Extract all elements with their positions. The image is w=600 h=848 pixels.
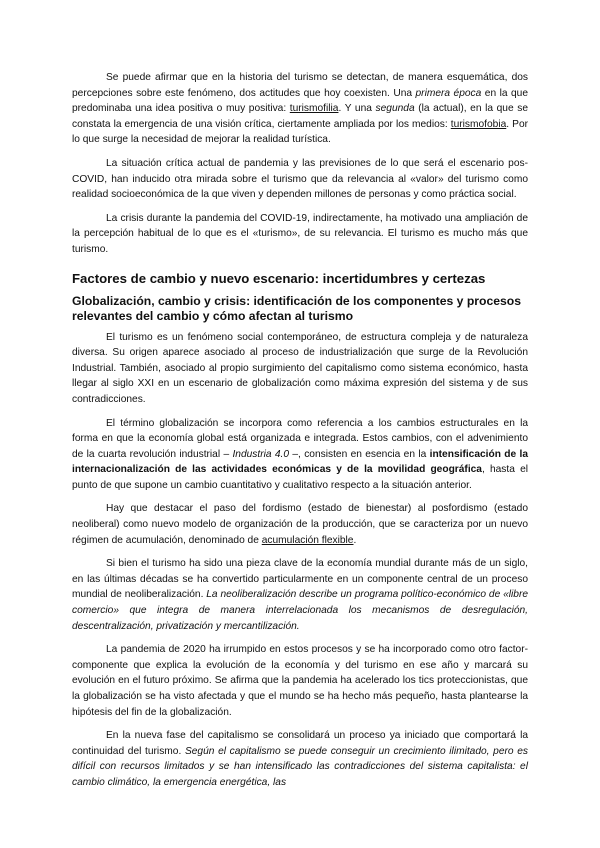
paragraph-fenomeno-social: El turismo es un fenómeno social contemporáneo, de estructura compleja y de naturaleza diversa. Su origen aparece asociado al proceso de industrialización que surge de la Revolución Industrial. También, asociado al propio surgimiento del capitalismo como sistema económico, hasta llegar al siglo XXI en un escenario de globalización como máxima expresión del sistema y de sus contradicciones. — [72, 331, 528, 405]
paragraph-fordismo: Hay que destacar el paso del fordismo (estado de bienestar) al posfordismo (estado neoliberal) como nuevo modelo de organización de la producción, que se caracteriza por un nuevo régimen de acumulación, denominado de acumulación flexible. — [72, 503, 528, 546]
paragraph-turismofilia: Se puede afirmar que en la historia del turismo se detectan, de manera esquemática, dos percepciones sobre este fenómeno, dos actitudes que hoy coexisten. Una primera época en la que predominaba una idea positiva o muy positiva: turismofilia. Y una segunda (la actual), en la que se constata la emergencia de una visión crítica, ciertamente ampliada por los medios: turismofobia. Por lo que surge la necesidad de mejorar la realidad turística. — [72, 72, 529, 146]
paragraph-nueva-fase: En la nueva fase del capitalismo se consolidará un proceso ya iniciado que comportará la continuidad del turismo. Según el capitalismo se puede conseguir un crecimiento ilimitado, pero es difícil con recursos limitados y se han intensificado las contradicciones del sistema capitalista: el cambio climático, la emergencia energética, las — [72, 730, 528, 788]
paragraph-pandemia-valor: La situación crítica actual de pandemia y las previsiones de lo que será el escenario pos-COVID, han inducido otra mirada sobre el turismo que da relevancia al «valor» del turismo como realidad socioeconómica de la que viven y dependen millones de personas y como práctica social. — [72, 157, 528, 201]
emphasis-segunda: segunda — [375, 103, 415, 115]
paragraph-crisis-covid: La crisis durante la pandemia del COVID-19, indirectamente, ha motivado una ampliación de la percepción habitual de lo que es el «turismo», de su relevancia. El turismo es mucho más que turismo. — [72, 212, 528, 255]
paragraph-neoliberalizacion: Si bien el turismo ha sido una pieza clave de la economía mundial durante más de un siglo, en las últimas décadas se ha convertido particularmente en un componente central de un proceso mundial de neoliberalización. La neoliberalización describe un programa político-económico de «libre comercio» que integra de manera interrelacionada los mecanismos de desregulación, descentralización, privatización y mercantilización. — [72, 558, 528, 632]
term-turismofobia: turismofobia — [450, 118, 507, 130]
emphasis-neoliberalizacion: La neoliberalización describe un programa político-económico de «libre comercio» que integra de manera interrelacionada los mecanismos de desregulación, descentralización, privatización y mercantilización. — [72, 589, 528, 632]
paragraph-globalizacion: El término globalización se incorpora como referencia a los cambios estructurales en la forma en que la economía global está organizada e integrada. Estos cambios, con el advenimiento de la cuarta revolución industrial – Industria 4.0 –, consisten en esencia en la intensificación de la internacionalización de las actividades económicas y de la movilidad geográfica, hasta el punto de que supone un cambio cuantitativo y cualitativo respecto a la situación anterior. — [72, 417, 528, 491]
subsection-heading: Globalización, cambio y crisis: identificación de los componentes y procesos relevantes del cambio y cómo afectan al turismo — [72, 293, 522, 323]
bold-intensificacion: intensificación de la internacionalización de las actividades económicas y de la movilidad geográfica — [72, 448, 528, 476]
emphasis-primera-epoca: primera época — [415, 87, 482, 99]
section-heading: Factores de cambio y nuevo escenario: incertidumbres y certezas — [72, 270, 486, 286]
paragraph-pandemia-2020: La pandemia de 2020 ha irrumpido en estos procesos y se ha incorporado como otro factor-componente que explica la evolución de la economía y del turismo en ese año y marcará su evolución en el futuro próximo. Se afirma que la pandemia ha acelerado los tics proteccionistas, que la globalización se ha visto afectada y que el mundo se ha hecho más pequeño, hasta plantearse la hipótesis del fin de la globalización. — [72, 644, 528, 718]
term-turismofilia: turismofilia — [289, 103, 339, 115]
document-page — [72, 70, 528, 799]
emphasis-industria-4: Industria 4.0 — [232, 448, 290, 460]
term-acumulacion-flexible: acumulación flexible — [261, 534, 354, 546]
emphasis-capitalismo: Según el capitalismo se puede conseguir un crecimiento ilimitado, pero es difícil con recursos limitados y se han intensificado las contradicciones del sistema capitalista: el cambio climático, la emergencia energética, las — [72, 745, 528, 788]
